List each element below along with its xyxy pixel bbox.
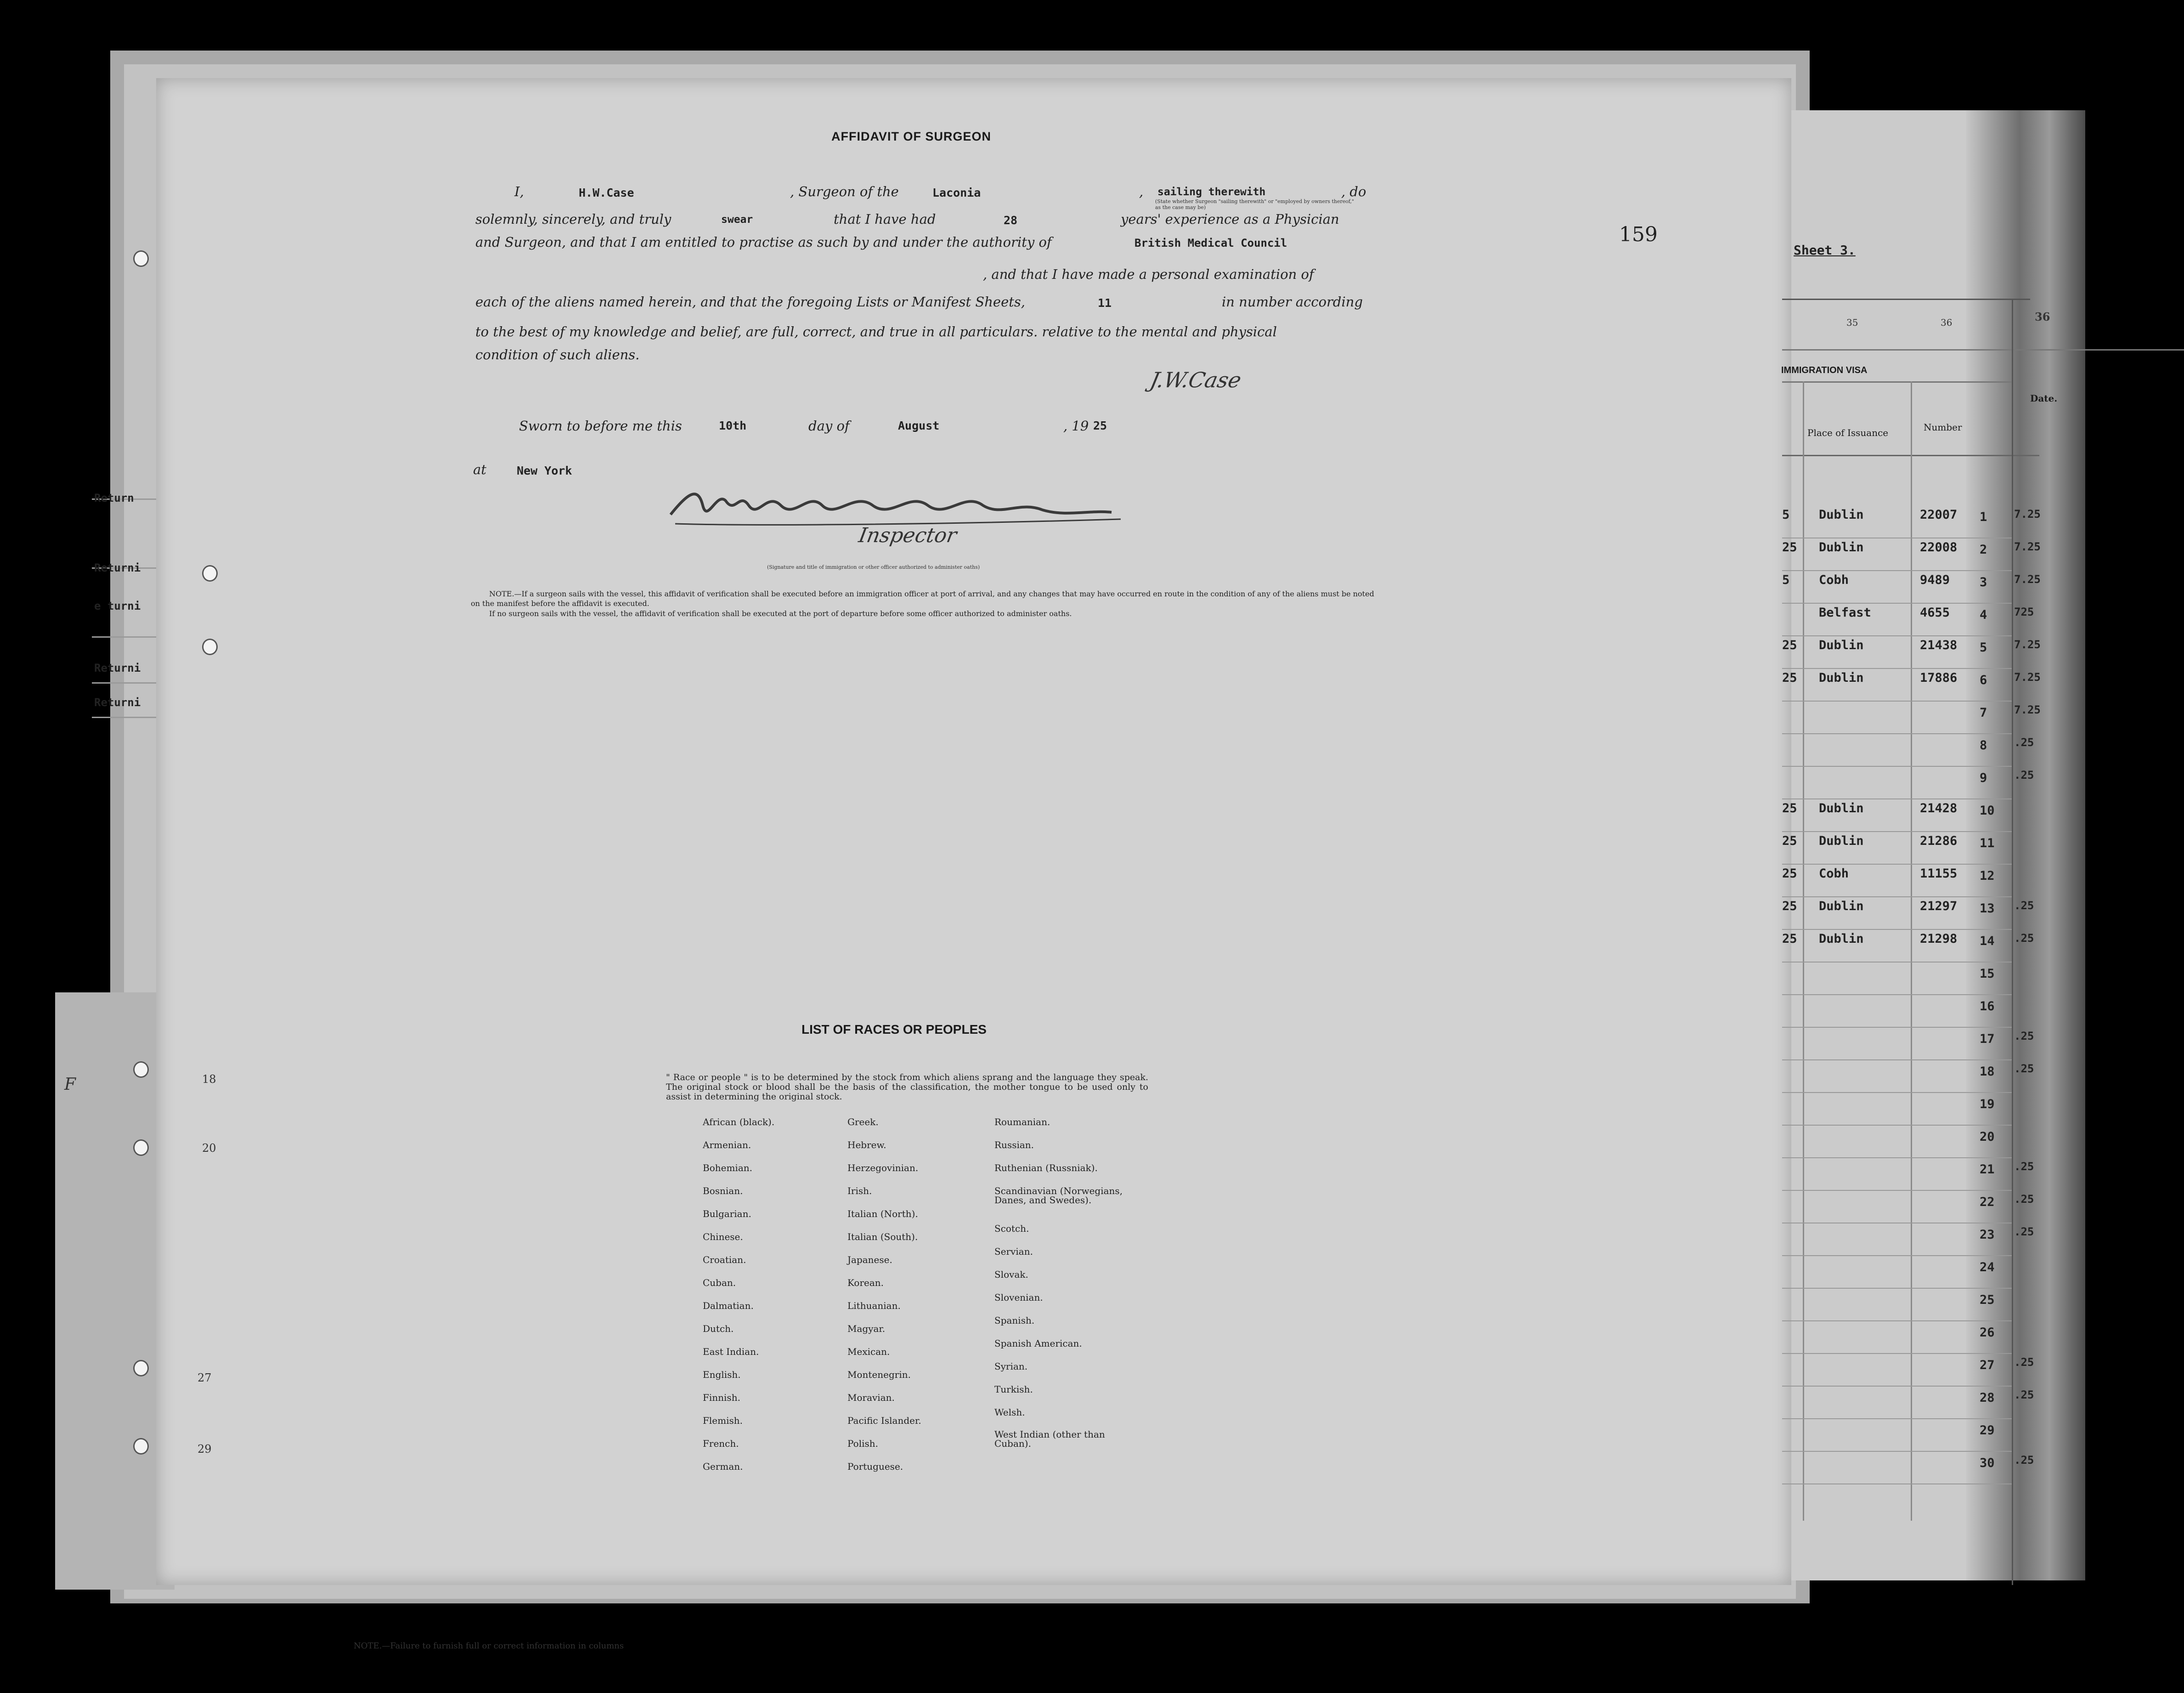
visa-date: .25 [2014,932,2034,945]
row-number: 22 [1980,1195,1995,1209]
manifest-row [1782,703,2076,736]
row-number: 14 [1980,934,1995,948]
number-header: Number [1924,422,1962,433]
race-item: French. [703,1438,739,1449]
manifest-row [1782,606,2076,638]
row-number: 3 [1980,575,1987,589]
race-item: Italian (North). [847,1208,918,1219]
manifest-row [1782,1127,2076,1160]
row-rule [1782,1418,2012,1419]
row-number: 23 [1980,1228,1995,1242]
races-intro: " Race or people " is to be determined by the stock from which aliens sprang and the language they speak. The original stock or blood shall be the basis of the classification, the mother tongue to be used only to assist in determining the original stock. [666,1072,1148,1102]
race-item: Montenegrin. [847,1369,911,1380]
race-item: Bosnian. [703,1185,743,1196]
race-item: Turkish. [994,1384,1033,1395]
visa-date: 7.25 [2014,671,2041,684]
visa-place: Cobh [1819,573,1849,587]
row-rule [1782,1353,2012,1354]
race-item: Servian. [994,1246,1033,1257]
row-prefix-mark: 25 [1782,866,1797,881]
manifest-row [1782,997,2076,1030]
row-prefix-mark: 25 [1782,801,1797,815]
manifest-row [1782,1062,2076,1095]
manifest-row [1782,1356,2076,1388]
row-rule [1782,701,2012,702]
visa-place: Cobh [1819,866,1849,881]
punch-hole [133,1438,149,1455]
race-item: Bulgarian. [703,1208,751,1219]
row-rule [1782,1027,2012,1028]
punch-hole [202,639,218,655]
race-item: Croatian. [703,1254,746,1265]
affidavit-text: that I have had [834,211,936,227]
row-rule [1782,1255,2012,1256]
visa-place: Belfast [1819,606,1871,620]
visa-date: 7.25 [2014,540,2041,553]
affidavit-note: If no surgeon sails with the vessel, the affidavit of verification shall be executed at the port of departure before some officer authorized to administer oaths. [489,609,1072,618]
race-item: Flemish. [703,1415,743,1426]
race-item: Mexican. [847,1346,890,1357]
visa-number: 22008 [1920,540,1958,555]
row-prefix-mark: 25 [1782,932,1797,946]
left-margin-number: 18 [202,1073,216,1086]
manifest-row [1782,899,2076,932]
visa-number: 11155 [1920,866,1958,881]
visa-number: 17886 [1920,671,1958,685]
race-item: German. [703,1461,743,1472]
ship-name: Laconia [932,186,981,199]
visa-place: Dublin [1819,801,1864,815]
left-margin-label: Return [94,492,134,504]
punch-hole [133,250,149,267]
officer-caption: (Signature and title of immigration or other officer authorized to administer oaths) [767,564,980,570]
visa-number: 21428 [1920,801,1958,815]
affidavit-text: to the best of my knowledge and belief, are full, correct, and true in all particulars. relative to the mental and physical [475,324,1277,340]
years-experience: 28 [1004,214,1018,227]
visa-date: .25 [2014,1030,2034,1042]
affidavit-note: NOTE.—If a surgeon sails with the vessel, this affidavit of verification shall be executed before an immigration officer at port of arrival, and any changes that may have occurred en route in the condition of any of the aliens must be noted on the manifest before the affidavit is executed. [471,589,1374,608]
visa-date: .25 [2014,1388,2034,1401]
race-item: African (black). [703,1116,775,1127]
visa-date: 7.25 [2014,638,2041,651]
race-item: Ruthenian (Russniak). [994,1162,1098,1173]
column-number: 35 [1846,317,1858,328]
row-number: 26 [1980,1325,1995,1340]
officer-title: Inspector [857,524,959,547]
affidavit-text: each of the aliens named herein, and that the foregoing Lists or Manifest Sheets, [475,294,1026,310]
visa-place: Dublin [1819,540,1864,555]
manifest-row [1782,638,2076,671]
row-rule [1782,635,2012,636]
row-number: 24 [1980,1260,1995,1274]
visa-number: 9489 [1920,573,1950,587]
row-number: 13 [1980,901,1995,916]
manifest-row [1782,866,2076,899]
manifest-row [1782,736,2076,769]
visa-number: 21297 [1920,899,1958,913]
column-number: 36 [2035,310,2050,323]
row-rule [1782,1320,2012,1321]
left-margin-number: 27 [198,1371,212,1384]
visa-number: 21286 [1920,834,1958,848]
race-item: Japanese. [847,1254,892,1265]
row-number: 9 [1980,771,1987,785]
race-item: Spanish. [994,1315,1035,1326]
row-rule [1782,929,2012,930]
visa-place: Dublin [1819,508,1864,522]
race-item: Greek. [847,1116,879,1127]
affidavit-text: , Surgeon of the [790,184,899,199]
manifest-row [1782,964,2076,997]
affidavit-text: Sworn to before me this [519,418,682,434]
row-rule [1782,1190,2012,1191]
visa-date: .25 [2014,1160,2034,1173]
sworn-year: 25 [1093,419,1107,432]
affidavit-title: AFFIDAVIT OF SURGEON [831,130,991,143]
row-number: 10 [1980,804,1995,818]
visa-header: IMMIGRATION VISA [1781,365,1868,375]
left-edge-mark: F [64,1075,76,1094]
manifest-row [1782,1323,2076,1356]
row-number: 21 [1980,1162,1995,1177]
row-number: 25 [1980,1293,1995,1307]
row-rule [1782,1157,2012,1158]
race-item: Slovak. [994,1269,1028,1280]
visa-place: Dublin [1819,638,1864,652]
footer-note: NOTE.—Failure to furnish full or correct information in columns [354,1641,624,1651]
manifest-row [1782,834,2076,866]
row-number: 27 [1980,1358,1995,1372]
visa-date: .25 [2014,769,2034,781]
left-margin-number: 29 [198,1443,212,1455]
manifest-row [1782,1258,2076,1291]
affidavit-text: day of [808,418,850,434]
sailing-note: (State whether Surgeon "sailing therewith" or "employed by owners thereof," as the case may be) [1155,198,1354,210]
row-rule [1782,1288,2012,1289]
race-item: Finnish. [703,1392,740,1403]
row-number: 20 [1980,1130,1995,1144]
affidavit-text: , and that I have made a personal examination of [983,266,1314,282]
race-item: Russian. [994,1139,1034,1150]
row-number: 11 [1980,836,1995,850]
affidavit-text: in number according [1222,294,1363,310]
visa-date: .25 [2014,1193,2034,1206]
row-prefix-mark: 25 [1782,540,1797,555]
visa-date: .25 [2014,1454,2034,1467]
race-item: Irish. [847,1185,872,1196]
race-item: Dutch. [703,1323,734,1334]
manifest-row [1782,932,2076,964]
divider [1782,349,2184,351]
sworn-month: August [898,419,940,432]
row-rule [1782,1386,2012,1387]
page-number: 159 [1619,223,1658,246]
affidavit-text: condition of such aliens. [475,347,640,362]
race-item: Cuban. [703,1277,736,1288]
place-header: Place of Issuance [1807,427,1889,438]
sheet-count: 11 [1098,296,1112,310]
row-number: 8 [1980,738,1987,753]
visa-number: 4655 [1920,606,1950,620]
affidavit-text: , 19 [1063,418,1089,434]
row-number: 16 [1980,999,1995,1014]
row-rule [1782,733,2012,734]
visa-date: .25 [2014,736,2034,749]
manifest-sheet-label: Sheet 3. [1794,243,1856,258]
divider [1782,381,2012,383]
race-item: West Indian (other than Cuban). [994,1429,1105,1449]
row-rule [1782,1059,2012,1060]
row-rule [1782,1125,2012,1126]
row-rule [1782,831,2012,832]
row-rule [1782,766,2012,767]
row-rule [1782,1483,2012,1484]
manifest-row [1782,573,2076,606]
race-item: Scotch. [994,1223,1029,1234]
manifest-row [1782,769,2076,801]
visa-date: 725 [2014,606,2034,618]
row-prefix-mark: 25 [1782,834,1797,848]
manifest-row [1782,671,2076,703]
row-rule [1782,994,2012,995]
left-margin-label: Returni [94,696,141,709]
manifest-row [1782,508,2076,540]
visa-number: 21438 [1920,638,1958,652]
visa-date: 7.25 [2014,573,2041,586]
race-item: Lithuanian. [847,1300,901,1311]
sworn-place: New York [517,464,572,477]
divider [1782,299,2030,300]
row-number: 28 [1980,1391,1995,1405]
row-rule [1782,603,2012,604]
manifest-row [1782,1160,2076,1193]
manifest-row [1782,540,2076,573]
affidavit-text: at [473,462,486,477]
affidavit-text: solemnly, sincerely, and truly [475,211,672,227]
sailing-status: sailing therewith [1157,186,1266,198]
row-number: 30 [1980,1456,1995,1470]
race-item: Scandinavian (Norwegians, Danes, and Swedes). [994,1185,1123,1206]
row-rule [1782,668,2012,669]
race-item: Chinese. [703,1231,743,1242]
punch-hole [133,1061,149,1078]
row-number: 19 [1980,1097,1995,1111]
manifest-row [1782,1193,2076,1225]
race-item: Pacific Islander. [847,1415,921,1426]
row-prefix-mark: 25 [1782,899,1797,913]
row-rule [1782,798,2012,799]
race-item: Polish. [847,1438,878,1449]
race-item: Welsh. [994,1407,1025,1418]
race-item: Moravian. [847,1392,895,1403]
row-prefix-mark: 25 [1782,671,1797,685]
left-margin-label: e turni [94,600,141,612]
manifest-row [1782,1225,2076,1258]
row-rule [1782,570,2012,571]
race-item: Armenian. [703,1139,751,1150]
surgeon-signature: J.W.Case [1148,368,1244,392]
manifest-row [1782,1030,2076,1062]
race-item: Slovenian. [994,1292,1043,1303]
row-rule [1782,1092,2012,1093]
affidavit-text: and Surgeon, and that I am entitled to practise as such by and under the authority of [475,234,1052,250]
visa-number: 21298 [1920,932,1958,946]
race-item: Spanish American. [994,1338,1082,1349]
manifest-row [1782,801,2076,834]
race-item: English. [703,1369,741,1380]
race-item: Portuguese. [847,1461,903,1472]
affidavit-text: , [1139,184,1144,199]
visa-date: 7.25 [2014,703,2041,716]
manifest-row [1782,1388,2076,1421]
surgeon-name: H.W.Case [579,186,634,199]
manifest-row [1782,1291,2076,1323]
row-rule [1782,864,2012,865]
race-item: East Indian. [703,1346,759,1357]
row-number: 12 [1980,869,1995,883]
visa-date: .25 [2014,899,2034,912]
left-margin-label: Returni [94,561,141,574]
row-prefix-mark: 25 [1782,638,1797,652]
manifest-row [1782,1095,2076,1127]
column-number: 36 [1941,317,1953,328]
row-rule [1782,896,2012,897]
visa-place: Dublin [1819,932,1864,946]
race-item: Italian (South). [847,1231,918,1242]
punch-hole [202,565,218,582]
visa-date: .25 [2014,1062,2034,1075]
manifest-row [1782,1454,2076,1486]
affidavit-text: I, [514,184,524,199]
race-item: Syrian. [994,1361,1028,1372]
row-number: 4 [1980,608,1987,622]
row-prefix-mark: 5 [1782,573,1790,587]
left-margin-label: Returni [94,662,141,674]
row-prefix-mark: 5 [1782,508,1790,522]
licensing-authority: British Medical Council [1134,237,1287,249]
row-number: 2 [1980,543,1987,557]
affidavit-text: , do [1341,184,1366,199]
row-number: 7 [1980,706,1987,720]
visa-date: 7.25 [2014,508,2041,521]
race-item: Roumanian. [994,1116,1050,1127]
affidavit-text: years' experience as a Physician [1121,211,1339,227]
race-item: Herzegovinian. [847,1162,919,1173]
row-rule [1782,962,2012,963]
date-header: Date. [2030,393,2058,404]
visa-number: 22007 [1920,508,1958,522]
manifest-row [1782,1421,2076,1454]
race-item: Magyar. [847,1323,886,1334]
races-title: LIST OF RACES OR PEOPLES [801,1022,987,1036]
left-margin-number: 20 [202,1142,216,1155]
visa-place: Dublin [1819,834,1864,848]
visa-date: .25 [2014,1356,2034,1369]
visa-date: .25 [2014,1225,2034,1238]
row-number: 5 [1980,640,1987,655]
race-item: Dalmatian. [703,1300,754,1311]
row-rule [1782,1451,2012,1452]
row-number: 1 [1980,510,1987,524]
punch-hole [133,1360,149,1376]
row-number: 17 [1980,1032,1995,1046]
race-item: Hebrew. [847,1139,886,1150]
punch-hole [133,1139,149,1156]
oath-word: swear [721,214,753,226]
row-number: 6 [1980,673,1987,687]
visa-place: Dublin [1819,899,1864,913]
row-number: 29 [1980,1423,1995,1438]
sworn-day: 10th [719,419,747,432]
race-item: Bohemian. [703,1162,752,1173]
visa-place: Dublin [1819,671,1864,685]
race-item: Korean. [847,1277,884,1288]
row-number: 18 [1980,1064,1995,1079]
row-number: 15 [1980,967,1995,981]
